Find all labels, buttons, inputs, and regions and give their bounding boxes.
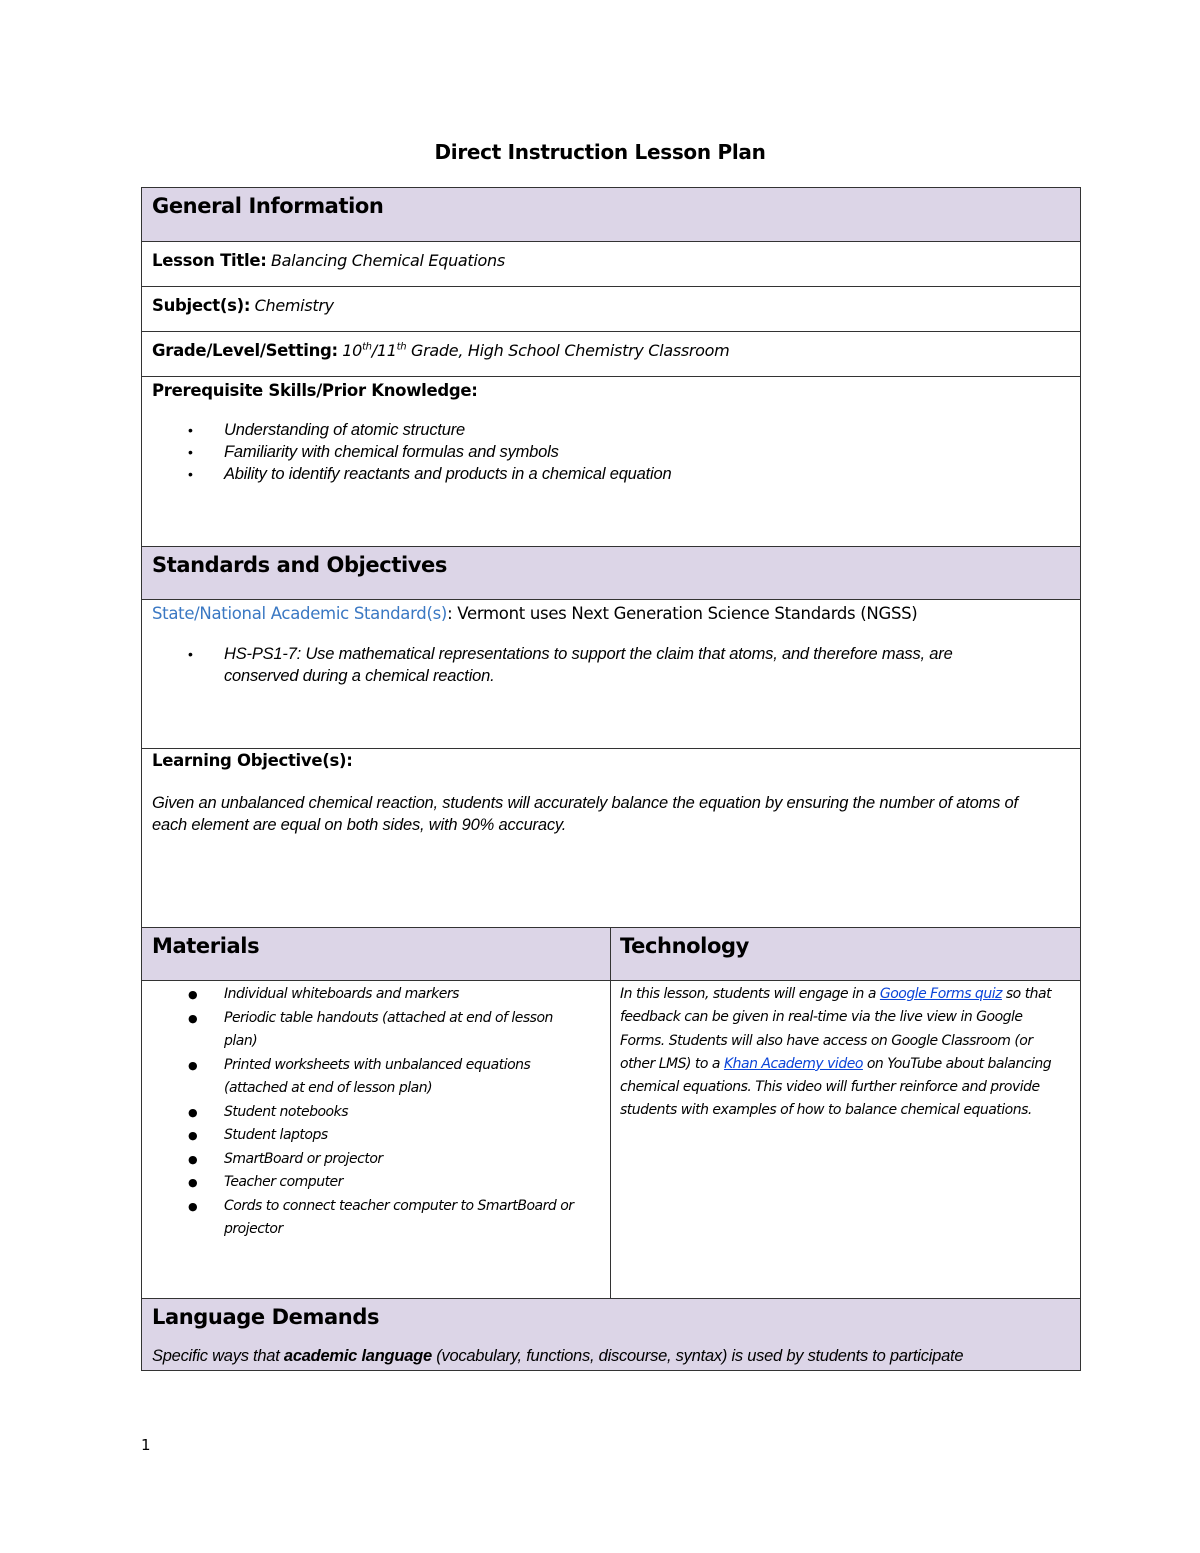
materials-heading: Materials bbox=[152, 934, 260, 958]
google-forms-quiz-link[interactable]: Google Forms quiz bbox=[879, 986, 1002, 1002]
list-item: • Understanding of atomic structure bbox=[188, 419, 671, 441]
language-demands-heading: Language Demands bbox=[152, 1305, 380, 1329]
standards-heading: Standards and Objectives bbox=[152, 553, 447, 577]
list-item: ● Student laptops bbox=[188, 1124, 588, 1148]
prerequisites-row bbox=[142, 376, 1080, 546]
standard-list bbox=[188, 643, 1028, 687]
materials-technology-body bbox=[142, 980, 1080, 1298]
general-info-header bbox=[142, 188, 1080, 241]
general-info-heading: General Information bbox=[152, 194, 384, 218]
prerequisites-label: Prerequisite Skills/Prior Knowledge: bbox=[152, 381, 478, 400]
technology-cell bbox=[610, 981, 1080, 1298]
technology-text: In this lesson, students will engage in a Google Forms quiz so that feedback can be given in real-time via the live view in Google Forms. Students will also have access on Google Classroom (or other LMS) to a Khan Academy video on YouTube about balancing chemical equations. This video will further reinforce and provide students with examples of how to balance chemical equations. bbox=[620, 986, 1052, 1119]
page-number: 1 bbox=[141, 1436, 151, 1454]
grade-row bbox=[142, 331, 1080, 376]
language-demands-text: Specific ways that academic language (vocabulary, functions, discourse, syntax) is used by students to participate bbox=[152, 1347, 964, 1365]
grade-value: 10th/11th Grade, High School Chemistry Classroom bbox=[342, 341, 730, 360]
objective-label: Learning Objective(s): bbox=[152, 751, 353, 770]
materials-list bbox=[188, 983, 588, 1242]
objective-text: Given an unbalanced chemical reaction, students will accurately balance the equation by ensuring the number of atoms of each element are equal on both sides, with 90% accuracy. bbox=[152, 794, 1018, 834]
document-title: Direct Instruction Lesson Plan bbox=[434, 140, 766, 164]
list-item: ● Student notebooks bbox=[188, 1101, 588, 1125]
language-demands-section bbox=[142, 1298, 1080, 1370]
materials-technology-header bbox=[142, 927, 1080, 980]
list-item: ● Individual whiteboards and markers bbox=[188, 983, 588, 1007]
prerequisites-list bbox=[188, 419, 671, 485]
list-item: ● Periodic table handouts (attached at end of lesson plan) bbox=[188, 1007, 588, 1054]
list-item: • Familiarity with chemical formulas and symbols bbox=[188, 441, 671, 463]
standard-label: State/National Academic Standard(s) bbox=[152, 604, 448, 623]
list-item: ● Cords to connect teacher computer to SmartBoard or projector bbox=[188, 1195, 588, 1242]
lesson-title-row bbox=[142, 241, 1080, 286]
lesson-plan-table bbox=[141, 187, 1081, 1371]
subject-label: Subject(s): bbox=[152, 296, 251, 315]
standard-value: Vermont uses Next Generation Science Standards (NGSS) bbox=[452, 604, 918, 623]
khan-academy-video-link[interactable]: Khan Academy video bbox=[723, 1055, 863, 1072]
list-item: • Ability to identify reactants and products in a chemical equation bbox=[188, 463, 671, 485]
list-item: ● Teacher computer bbox=[188, 1171, 588, 1195]
grade-label: Grade/Level/Setting: bbox=[152, 341, 338, 360]
subject-value: Chemistry bbox=[254, 296, 334, 315]
objective-row bbox=[142, 748, 1080, 927]
materials-cell bbox=[142, 981, 610, 1298]
list-item: • HS-PS1-7: Use mathematical representations to support the claim that atoms, and therefore mass, are conserved during a chemical reaction. bbox=[188, 643, 1028, 687]
lesson-title-label: Lesson Title: bbox=[152, 251, 267, 270]
list-item: ● Printed worksheets with unbalanced equations (attached at end of lesson plan) bbox=[188, 1054, 588, 1101]
technology-heading: Technology bbox=[620, 934, 749, 958]
list-item: ● SmartBoard or projector bbox=[188, 1148, 588, 1172]
lesson-title-value: Balancing Chemical Equations bbox=[270, 251, 505, 270]
standards-header bbox=[142, 546, 1080, 599]
standard-row: State/National Academic Standard(s): Vermont uses Next Generation Science Standards (NGSS) • HS-PS1-7: Use mathematical representations to support the claim that atoms, and therefore mass, are conserved during a chemical reaction. bbox=[142, 599, 1080, 748]
column-divider bbox=[610, 927, 611, 980]
subject-row bbox=[142, 286, 1080, 331]
